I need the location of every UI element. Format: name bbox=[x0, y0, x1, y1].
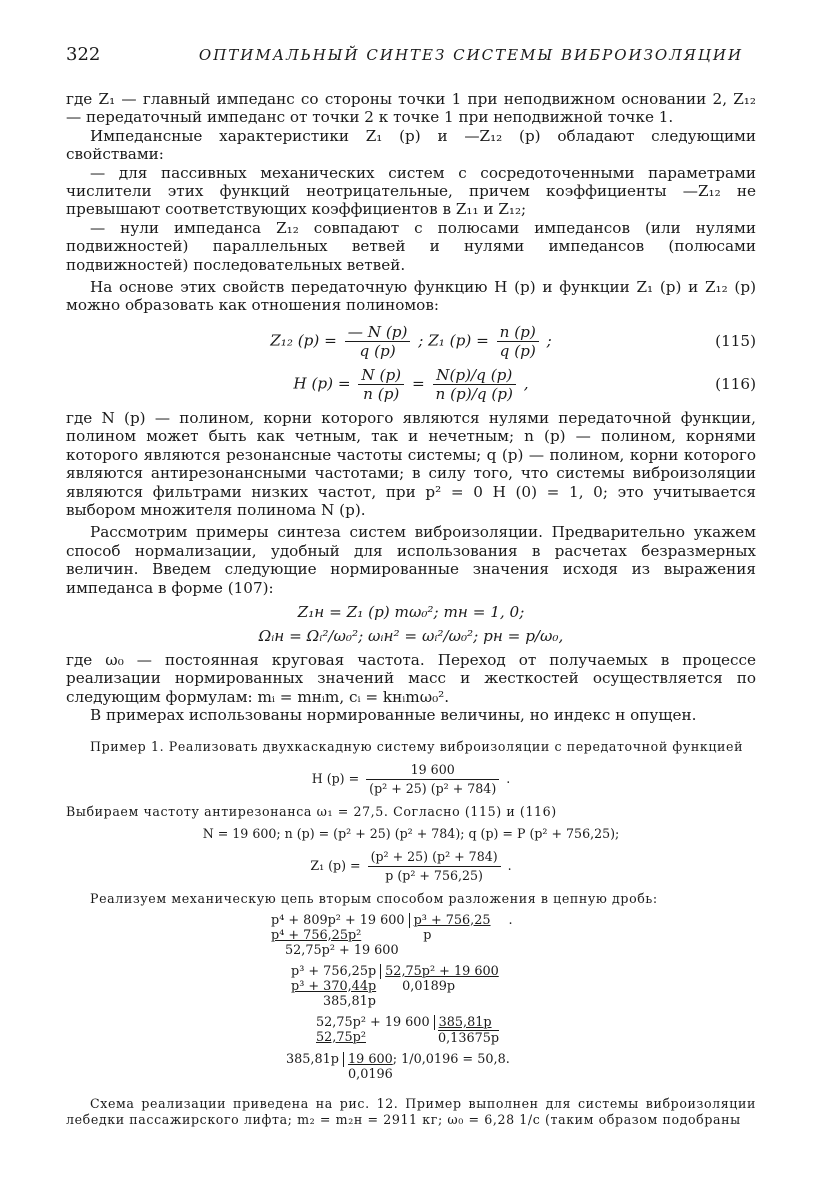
eq115-denominator-1: q (p) bbox=[359, 341, 396, 360]
example-1 bbox=[66, 739, 756, 1128]
division-1-divisor: p³ + 756,25 bbox=[413, 912, 491, 928]
equation-115 bbox=[66, 323, 756, 360]
paragraph-polynomials-intro: На основе этих свойств передаточную функцию H (p) и функции Z₁ (p) и Z₁₂ (p) можно образовать как отношения полиномов: bbox=[66, 278, 756, 315]
equation-number-116: (116) bbox=[715, 375, 756, 394]
eq116-end: , bbox=[523, 374, 529, 393]
eq115-end: ; bbox=[546, 331, 552, 350]
example-scheme-note: Схема реализации приведена на рис. 12. Пример выполнен для системы виброизоляции лебедки пассажирского лифта; m₂ = m₂н = 2911 кг; ω₀ = 6,28 1/с (таким образом подобраны bbox=[66, 1095, 756, 1127]
example-h-denominator: (p² + 25) (p² + 784) bbox=[369, 780, 497, 796]
division-4-divisor: 19 600 bbox=[347, 1051, 393, 1067]
paragraph-impedance-def: где Z₁ — главный импеданс со стороны точки 1 при неподвижном основании 2, Z₁₂ — передаточный импеданс от точки 2 к точке 1 при неподвижной точке 1. bbox=[66, 90, 756, 127]
division-3-quotient: 0,13675p bbox=[437, 1030, 500, 1046]
division-1-remainder: 52,75p² + 19 600 bbox=[285, 942, 399, 958]
division-step-2 bbox=[291, 964, 531, 1009]
eq116-numerator-1: N (p) bbox=[358, 366, 404, 385]
example-z1-denominator: p (p² + 756,25) bbox=[385, 867, 483, 883]
example-intro: Пример 1. Реализовать двухкаскадную систему виброизоляции с передаточной функцией bbox=[90, 738, 744, 754]
paragraph-property-1: — для пассивных механических систем с сосредоточенными параметрами числители этих функций неотрицательные, причем коэффициенты —Z₁₂ не превышают соответствующих коэффициентов в Z₁₁ и Z₁₂; bbox=[66, 163, 756, 219]
normalization-formula-1: Z₁н = Z₁ (p) mω₀²; mн = 1, 0; bbox=[297, 602, 525, 621]
division-4-tail: ; 1/0,0196 = 50,8. bbox=[392, 1051, 510, 1067]
division-2-subtrahend: p³ + 370,44p bbox=[291, 978, 377, 994]
page-number: 322 bbox=[66, 44, 101, 65]
eq116-equals: = bbox=[411, 374, 425, 393]
example-z1 bbox=[66, 848, 756, 885]
example-z1-end: . bbox=[507, 857, 512, 873]
paragraph-property-2: — нули импеданса Z₁₂ совпадают с полюсами импедансов (или нулями подвижностей) параллельных ветвей и нулями импедансов (полюсами подвижностей) последовательных ветвей. bbox=[66, 218, 756, 274]
paragraph-conversion: где ω₀ — постоянная круговая частота. Переход от получаемых в процессе реализации нормированных значений масс и жесткостей осуществляется по следующим формулам: mᵢ = mнᵢm, cᵢ = kнᵢmω₀². bbox=[66, 650, 756, 706]
division-step-4 bbox=[286, 1052, 536, 1082]
eq115-denominator-2: q (p) bbox=[499, 341, 536, 360]
division-2-dividend: p³ + 756,25p bbox=[291, 963, 377, 979]
example-z1-numerator: (p² + 25) (p² + 784) bbox=[368, 848, 501, 867]
example-antiresonance: Выбираем частоту антирезонанса ω₁ = 27,5. Согласно (115) и (116) bbox=[66, 803, 557, 819]
division-1-quotient: p bbox=[423, 927, 432, 943]
eq116-lhs: H (p) = bbox=[293, 374, 351, 393]
example-z1-fraction bbox=[368, 848, 501, 885]
division-1-dividend: p⁴ + 809p² + 19 600 bbox=[271, 912, 405, 928]
example-h-end: . bbox=[506, 770, 511, 786]
normalization-formula-2: Ωᵢн = Ωᵢ²/ω₀²; ωᵢн² = ωᵢ²/ω₀²; pн = p/ω₀, bbox=[258, 626, 564, 645]
division-4-dividend: 385,81p bbox=[286, 1051, 339, 1067]
eq116-fraction-1 bbox=[358, 366, 404, 403]
division-2-remainder: 385,81p bbox=[323, 993, 376, 1009]
example-h-lhs: H (p) = bbox=[311, 770, 360, 786]
paragraph-normalization-intro: Рассмотрим примеры синтеза систем виброизоляции. Предварительно укажем способ нормализации, удобный для использования в расчетах безразмерных величин. Введем следующие нормированные значения исходя из выражения импеданса в форме (107): bbox=[66, 523, 756, 597]
example-polynomials: N = 19 600; n (p) = (p² + 25) (p² + 784); q (p) = P (p² + 756,25); bbox=[202, 825, 620, 841]
eq115-fraction-1 bbox=[345, 323, 411, 360]
example-transfer-function bbox=[66, 761, 756, 798]
division-1-subtrahend: p⁴ + 756,25p² bbox=[271, 927, 362, 943]
division-3-subtrahend: 52,75p² bbox=[316, 1029, 366, 1045]
example-z1-lhs: Z₁ (p) = bbox=[310, 857, 361, 873]
equation-number-115: (115) bbox=[715, 332, 756, 351]
paragraph-polynomial-explanation: где N (p) — полином, корни которого являются нулями передаточной функции, полином может быть как четным, так и нечетным; n (p) — полином, корнями которого являются резонансные частоты системы; q (p) — полином, корни которого являются антирезонансными частотами; в силу того, что системы виброизоляции являются фильтрами низких частот, при p² = 0 H (0) = 1, 0; это учитывается выбором множителя полинома N (p). bbox=[66, 408, 756, 519]
example-h-fraction bbox=[366, 761, 499, 798]
eq116-denominator-1: n (p) bbox=[363, 384, 400, 403]
eq115-numerator-2: n (p) bbox=[497, 323, 539, 342]
example-continued-fraction-intro: Реализуем механическую цепь вторым способом разложения в цепную дробь: bbox=[90, 890, 658, 906]
example-h-numerator: 19 600 bbox=[366, 761, 499, 780]
eq115-fraction-2 bbox=[497, 323, 539, 360]
division-step-3 bbox=[316, 1015, 506, 1046]
eq115-mid: ; Z₁ (p) = bbox=[418, 331, 489, 350]
division-2-quotient: 0,0189p bbox=[402, 978, 456, 994]
equation-116 bbox=[66, 366, 756, 403]
paragraph-properties-intro: Импедансные характеристики Z₁ (p) и —Z₁₂ (p) обладают следующими свойствами: bbox=[66, 126, 756, 164]
eq115-numerator-1: — N (p) bbox=[345, 323, 411, 342]
page-body bbox=[66, 90, 756, 1128]
eq115-lhs: Z₁₂ (p) = bbox=[270, 331, 337, 350]
division-2-divisor: 52,75p² + 19 600 bbox=[385, 963, 499, 979]
eq116-denominator-2: n (p)/q (p) bbox=[435, 384, 513, 403]
paragraph-index-note: В примерах использованы нормированные величины, но индекс н опущен. bbox=[90, 706, 697, 725]
division-1-dot: . bbox=[508, 912, 513, 928]
running-title: ОПТИМАЛЬНЫЙ СИНТЕЗ СИСТЕМЫ ВИБРОИЗОЛЯЦИИ bbox=[198, 46, 744, 64]
page-header bbox=[66, 44, 756, 74]
eq116-numerator-2: N(p)/q (p) bbox=[433, 366, 516, 385]
division-step-1 bbox=[271, 913, 551, 958]
eq116-fraction-2 bbox=[433, 366, 516, 403]
division-3-dividend: 52,75p² + 19 600 bbox=[316, 1014, 430, 1030]
division-4-quotient: 0,0196 bbox=[348, 1066, 393, 1082]
division-3-divisor: 385,81p bbox=[438, 1014, 492, 1030]
